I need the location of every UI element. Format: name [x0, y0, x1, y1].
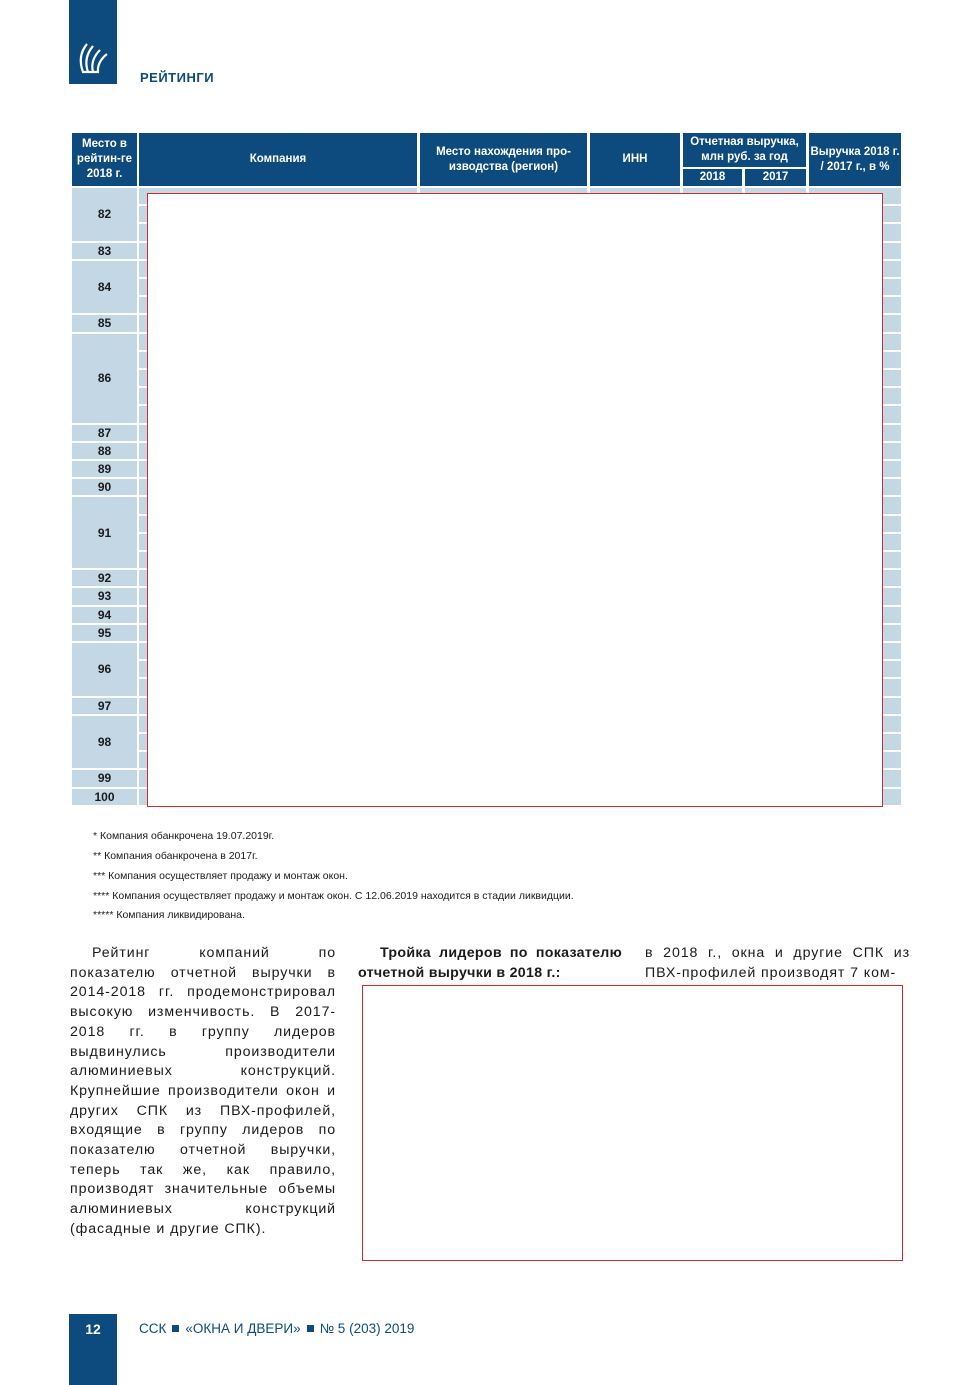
issue-number: № 5 (203) 2019: [319, 1321, 415, 1336]
article-paragraph: Рейтинг компаний по показателю отчетной выручки в 2014-2018 гг. продемонстрировал высокую изменчивость. В 2017-2018 гг. в группу лидеров выдвинулись производители алюминиевых конструкций. Крупнейшие производители окон и других СПК из ПВХ-профилей, входящие в группу лидеров по показателю отчетной выручки, теперь так же, как правило, производят значительные объемы алюминиевых конструкций (фасадные и другие СПК).: [70, 945, 336, 1237]
header-company: Компания: [139, 133, 417, 186]
article-paragraph: в 2018 г., окна и другие СПК из ПВХ-профилей производят 7 ком-: [645, 945, 910, 981]
rank-cell: 90: [72, 479, 137, 495]
rank-cell: 100: [72, 789, 137, 805]
page-number: 12: [85, 1321, 101, 1337]
square-bullet-icon: [307, 1325, 314, 1332]
rank-cell: 83: [72, 243, 137, 259]
header-revenue: Отчетная выручка, млн руб. за год: [683, 133, 806, 167]
rank-cell: 91: [72, 497, 137, 568]
magazine-abbr: ССК: [139, 1321, 167, 1336]
article-column-2: [358, 944, 622, 983]
header-2018: 2018: [683, 169, 742, 186]
rank-cell: 88: [72, 443, 137, 459]
header-rank: Место в рейтин-ге 2018 г.: [72, 133, 137, 186]
article-subheading: Тройка лидеров по показателю отчетной выручки в 2018 г.:: [358, 945, 622, 981]
rank-cell: 92: [72, 570, 137, 586]
header-inn: ИНН: [590, 133, 680, 186]
rank-cell: 85: [72, 315, 137, 331]
footnote: ***** Компания ликвидирована.: [93, 909, 245, 921]
article-column-1: [70, 944, 336, 1240]
section-title: РЕЙТИНГИ: [140, 70, 215, 85]
magazine-issue: [139, 1321, 414, 1336]
rank-cell: 86: [72, 334, 137, 423]
magazine-logo-icon: [69, 0, 117, 84]
rank-cell: 98: [72, 716, 137, 769]
redacted-region: [147, 193, 883, 807]
rank-cell: 93: [72, 588, 137, 604]
rank-cell: 89: [72, 461, 137, 477]
footnote: * Компания обанкрочена 19.07.2019г.: [93, 830, 275, 842]
footnote: **** Компания осуществляет продажу и монтаж окон. С 12.06.2019 находится в стадии ликвидции.: [93, 890, 574, 902]
rank-cell: 97: [72, 698, 137, 714]
rank-cell: 94: [72, 607, 137, 623]
footnote: *** Компания осуществляет продажу и монтаж окон.: [93, 870, 348, 882]
rank-cell: 99: [72, 770, 137, 786]
rank-cell: 87: [72, 425, 137, 441]
header-2017: 2017: [745, 169, 806, 186]
rank-cell: 96: [72, 643, 137, 696]
article-column-3: [645, 944, 910, 983]
redacted-region: [362, 985, 903, 1261]
logo-bar: [69, 0, 117, 84]
footnote: ** Компания обанкрочена в 2017г.: [93, 850, 258, 862]
square-bullet-icon: [172, 1325, 179, 1332]
magazine-name: «ОКНА И ДВЕРИ»: [185, 1321, 301, 1336]
header-ratio: Выручка 2018 г. / 2017 г., в %: [809, 133, 901, 186]
rank-cell: 95: [72, 625, 137, 641]
header-region: Место нахождения про-изводства (регион): [420, 133, 587, 186]
rank-cell: 82: [72, 188, 137, 241]
rank-cell: 84: [72, 261, 137, 314]
